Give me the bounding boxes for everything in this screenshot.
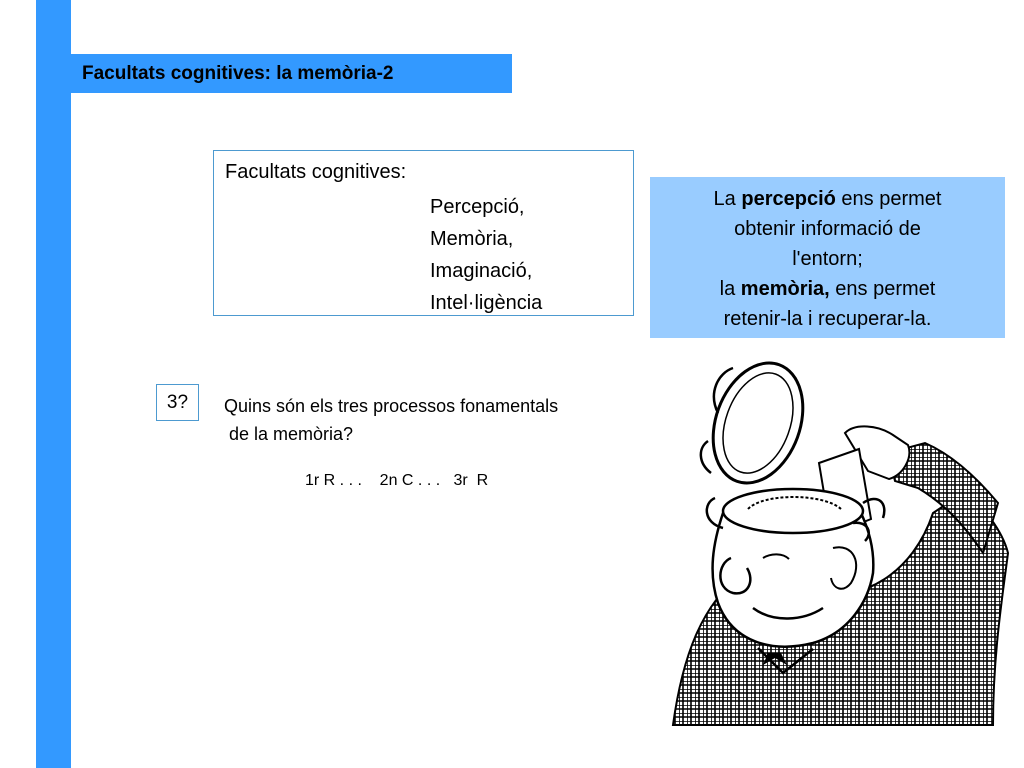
- info-text: ens permet: [835, 188, 942, 210]
- info-keyword-perception: percepció: [741, 188, 836, 210]
- faculty-item: Percepció,: [430, 196, 525, 218]
- slide-title-text: Facultats cognitives: la memòria-2: [82, 63, 394, 84]
- faculties-box: [213, 150, 634, 316]
- answer-hint: 1r R . . . 2n C . . . 3r R: [305, 472, 489, 489]
- info-text: ens permet: [829, 278, 936, 300]
- info-text: la: [719, 278, 741, 300]
- left-accent-bar: [36, 0, 71, 768]
- info-line: retenir-la i recuperar-la.: [723, 308, 932, 330]
- info-line: [656, 274, 999, 304]
- question-line: de la memòria?: [224, 424, 354, 444]
- question-text: [224, 392, 558, 448]
- faculty-item: Memòria,: [430, 228, 514, 250]
- open-head-memory-illustration: [663, 353, 1024, 733]
- question-number-badge: 3?: [156, 384, 199, 421]
- info-box: [650, 177, 1005, 338]
- info-keyword-memory: memòria,: [740, 278, 830, 300]
- faculty-item: Intel·ligència: [430, 292, 543, 314]
- question-line: Quins són els tres processos fonamentals: [224, 396, 559, 416]
- info-line: l'entorn;: [792, 248, 863, 270]
- faculties-list: [430, 191, 542, 319]
- faculty-item: Imaginació,: [430, 260, 533, 282]
- slide-title: [71, 54, 512, 93]
- info-text: La: [713, 188, 742, 210]
- info-line: [656, 184, 999, 214]
- faculties-heading: Facultats cognitives:: [225, 161, 407, 183]
- info-line: obtenir informació de: [734, 218, 921, 240]
